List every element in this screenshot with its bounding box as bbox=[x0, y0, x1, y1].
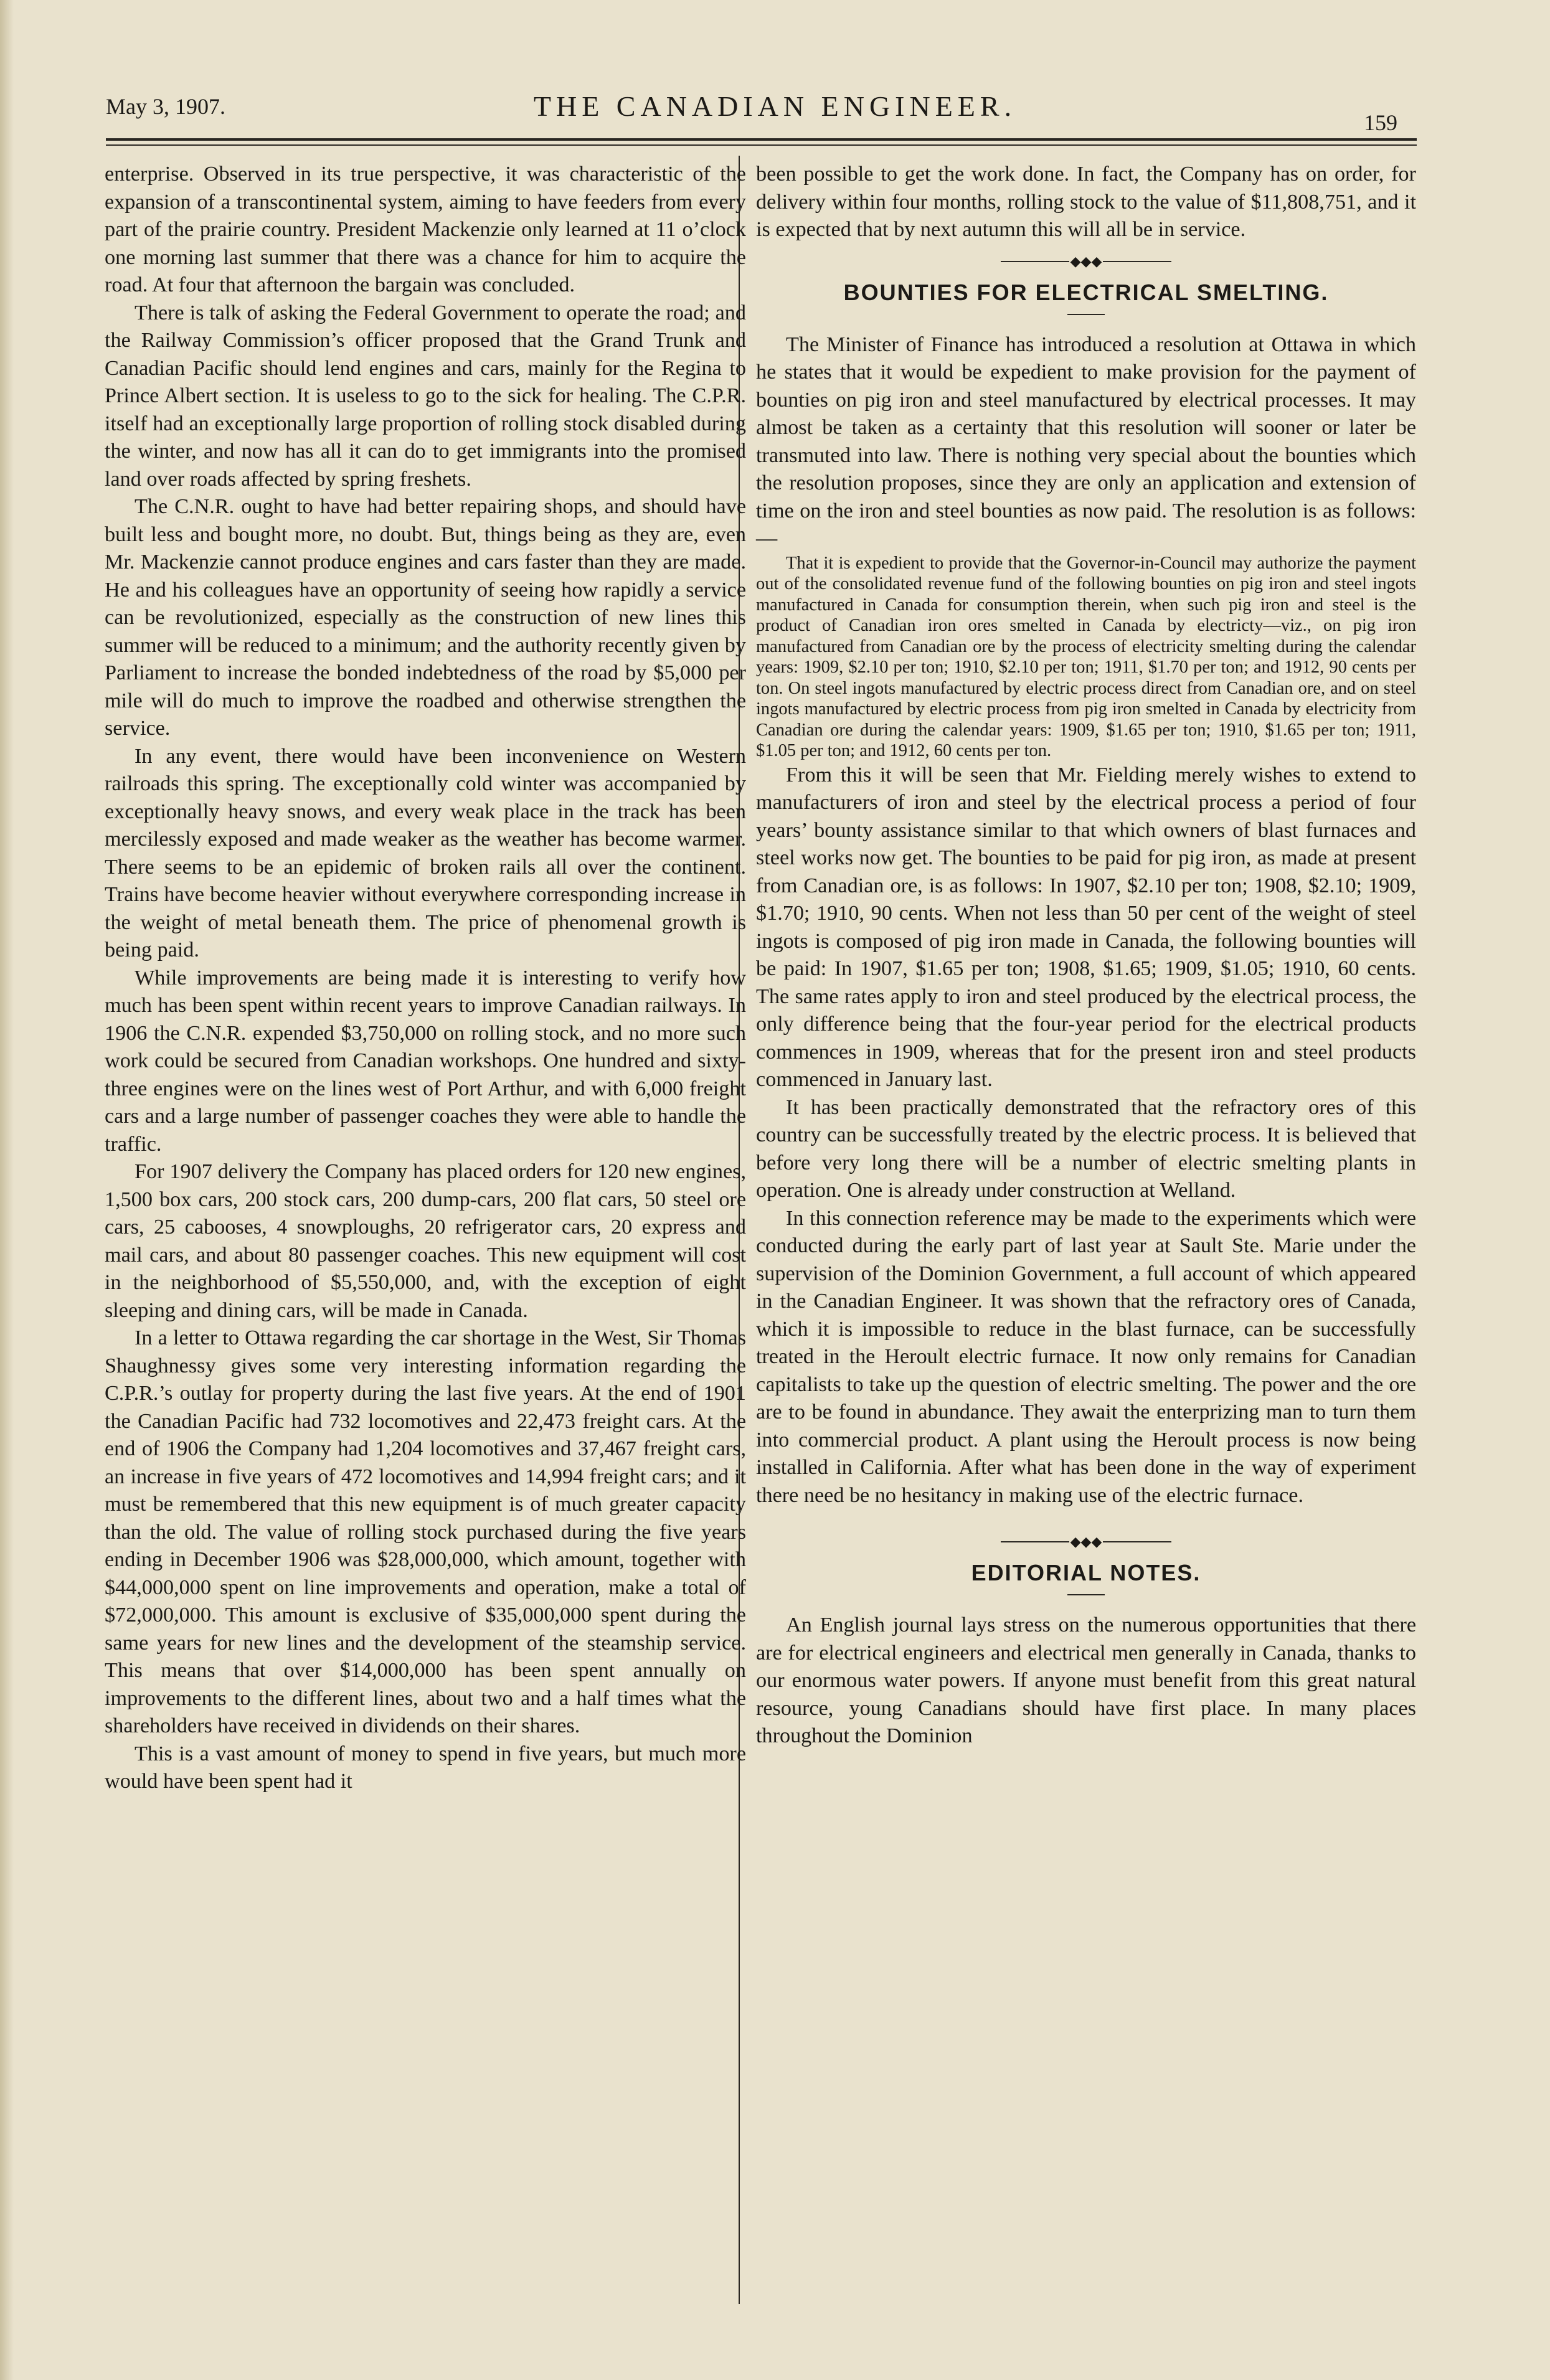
section-heading-bounties: BOUNTIES FOR ELECTRICAL SMELTING. bbox=[843, 279, 1329, 305]
issue-date: May 3, 1907. bbox=[106, 94, 225, 119]
article-paragraph: The C.N.R. ought to have had better repairing shops, and should have built less and bought more, no doubt. But, things being as they are, even Mr. Mackenzie cannot produce engines and cars faster than they are made. He and his colleagues have an opportunity of seeing how rapidly a service can be revolutionized, especially as the construction of new lines this summer will be reduced to a minimum; and the authority recently given by Parliament to increase the bonded indebtedness of the road by $5,000 per mile will do much to improve the roadbed and otherwise strengthen the service. bbox=[105, 495, 746, 740]
ornament-line bbox=[1001, 261, 1069, 262]
ornament-line bbox=[1001, 1541, 1069, 1542]
heading-underline bbox=[1067, 314, 1105, 315]
header-rule-thick bbox=[106, 138, 1417, 141]
header-rule-thin bbox=[106, 144, 1417, 146]
ornament-diamond-icon: ◆◆◆ bbox=[1070, 253, 1102, 269]
article-paragraph: In any event, there would have been inconvenience on Western railroads this spring. The exceptionally cold winter was accompanied by exceptionally heavy snows, and every weak place in the track has been mercilessly exposed and made weaker as the weather has become warmer. There seems to be an epidemic of broken rails all over the continent. Trains have become heavier without everywhere corresponding increase in the weight of metal beneath them. The price of phenomenal growth is being paid. bbox=[105, 744, 746, 961]
right-column bbox=[756, 161, 1416, 1750]
article-paragraph: For 1907 delivery the Company has placed orders for 120 new engines, 1,500 box cars, 200 stock cars, 200 dump-cars, 200 flat cars, 50 steel ore cars, 25 cabooses, 4 snowploughs, 20 refrigerator cars, 20 express and mail cars, and about 80 passenger coaches. This new equipment will cost in the neighborhood of $5,550,000, and, with the exception of eight sleeping and dining cars, will be made in Canada. bbox=[105, 1160, 746, 1322]
article-paragraph: In this connection reference may be made to the experiments which were conducted during the early part of last year at Sault Ste. Marie under the supervision of the Dominion Government, a full account of which appeared in the Canadian Engineer. It was shown that the refractory ores of Canada, which it is impossible to reduce in the blast furnace, can be successfully treated in the Heroult electric furnace. It now only remains for Canadian capitalists to take up the question of electric smelting. The power and the ore are to be found in abundance. They await the enterprizing man to turn them into commercial product. A plant using the Heroult process is now being installed in California. After what has been done in the way of experiment there need be no hesitancy in making use of the electric furnace. bbox=[756, 1206, 1416, 1507]
article-paragraph: This is a vast amount of money to spend in five years, but much more would have been spent had it bbox=[105, 1742, 746, 1793]
left-column bbox=[105, 161, 746, 1796]
page-binding-shadow bbox=[0, 0, 14, 2380]
journal-title: THE CANADIAN ENGINEER. bbox=[533, 90, 1017, 122]
article-paragraph: An English journal lays stress on the numerous opportunities that there are for electrical engineers and electrical men generally in Canada, thanks to our enormous water powers. If anyone must benefit from this great natural resource, young Canadians should have first place. In many places throughout the Dominion bbox=[756, 1613, 1416, 1747]
heading-underline bbox=[1067, 1594, 1105, 1595]
ornament-line bbox=[1103, 1541, 1171, 1542]
resolution-quote: That it is expedient to provide that the Governor-in-Council may authorize the payment out of the consolidated revenue fund of the following bounties on pig iron and steel ingots manufactured in Canada for consumption therein, when such pig iron and steel is the product of Canadian iron ores smelted in Canada by electricty—viz., on pig iron manufactured from Canadian ore by the process of electricity smelting during the calendar years: 1909, $2.10 per ton; 1910, $2.10 per ton; 1911, $1.70 per ton; and 1912, 90 cents per ton. On steel ingots manufactured by electric process direct from Canadian ore, and on steel ingots manufactured by electric process from pig iron smelted in Canada by electricity from Canadian ore during the calendar years: 1909, $1.65 per ton; 1910, $1.65 per ton; 1911, $1.05 per ton; and 1912, 60 cents per ton. bbox=[756, 553, 1416, 760]
article-paragraph: It has been practically demonstrated that the refractory ores of this country can be successfully treated by the electric process. It is believed that before very long there will be a number of electric smelting plants in operation. One is already under construction at Welland. bbox=[756, 1095, 1416, 1202]
section-heading-editorial: EDITORIAL NOTES. bbox=[971, 1560, 1201, 1585]
article-paragraph: There is talk of asking the Federal Government to operate the road; and the Railway Commission’s officer proposed that the Grand Trunk and Canadian Pacific should lend engines and cars, mainly for the Regina to Prince Albert section. It is useless to go to the sick for healing. The C.P.R. itself had an exceptionally large proportion of rolling stock disabled during the winter, and now has all it can do to get immigrants into the promised land over roads affected by spring freshets. bbox=[105, 301, 746, 491]
article-paragraph: The Minister of Finance has introduced a resolution at Ottawa in which he states that it would be expedient to make provision for the payment of bounties on pig iron and steel manufactured by electrical processes. It may almost be taken as a certainty that this resolution will sooner or later be transmuted into law. There is nothing very special about the bounties which the resolution proposes, since they are only an application and extension of time on the iron and steel bounties as now paid. The resolution is as follows:— bbox=[756, 333, 1416, 550]
section-ornament bbox=[756, 247, 1416, 274]
article-continuation: been possible to get the work done. In fact, the Company has on order, for delivery within four months, rolling stock to the value of $11,808,751, and it is expected that by next autumn this will all be in service. bbox=[756, 163, 1416, 241]
article-paragraph: In a letter to Ottawa regarding the car shortage in the West, Sir Thomas Shaughnessy gives some very interesting information regarding the C.P.R.’s outlay for property during the last five years. At the end of 1901 the Canadian Pacific had 732 locomotives and 22,473 freight cars. At the end of 1906 the Company had 1,204 locomotives and 37,467 freight cars, an increase in five years of 472 locomotives and 14,994 freight cars; and it must be remembered that this new equipment is of much greater capacity than the old. The value of rolling stock purchased during the five years ending in December 1906 was $28,000,000, which amount, together with $44,000,000 spent on line improvements and operation, make a total of $72,000,000. This amount is exclusive of $35,000,000 spent during the same years for new lines and the development of the steamship service. This means that over $14,000,000 has been spent annually on improvements to the different lines, about two and a half times what the shareholders have received in dividends on their shares. bbox=[105, 1326, 746, 1737]
article-paragraph: From this it will be seen that Mr. Fielding merely wishes to extend to manufacturers of iron and steel by the electrical process a period of four years’ bounty assistance similar to that which owners of blast furnaces and steel works now get. The bounties to be paid for pig iron, as made at present from Canadian ore, is as follows: In 1907, $2.10 per ton; 1908, $2.10; 1909, $1.70; 1910, 90 cents. When not less than 50 per cent of the weight of steel ingots is composed of pig iron made in Canada, the following bounties will be paid: In 1907, $1.65 per ton; 1908, $1.65; 1909, $1.05; 1910, 60 cents. The same rates apply to iron and steel produced by the electrical process, the only difference being that the four-year period for the electrical products commences in 1909, whereas that for the present iron and steel products commenced in January last. bbox=[756, 763, 1416, 1091]
ornament-diamond-icon: ◆◆◆ bbox=[1070, 1534, 1102, 1550]
article-paragraph: enterprise. Observed in its true perspective, it was characteristic of the expansion of a transcontinental system, aiming to have feeders from every part of the prairie country. President Mackenzie only learned at 11 o’clock one morning last summer that there was a chance for him to acquire the road. At four that afternoon the bargain was concluded. bbox=[105, 163, 746, 296]
section-ornament bbox=[756, 1527, 1416, 1554]
article-paragraph: While improvements are being made it is interesting to verify how much has been spent within recent years to improve Canadian railways. In 1906 the C.N.R. expended $3,750,000 on rolling stock, and no more such work could be secured from Canadian workshops. One hundred and sixty-three engines were on the lines west of Port Arthur, and with 6,000 freight cars and a large number of passenger coaches they were able to handle the traffic. bbox=[105, 966, 746, 1156]
ornament-line bbox=[1103, 261, 1171, 262]
page-number: 159 bbox=[1364, 110, 1397, 135]
